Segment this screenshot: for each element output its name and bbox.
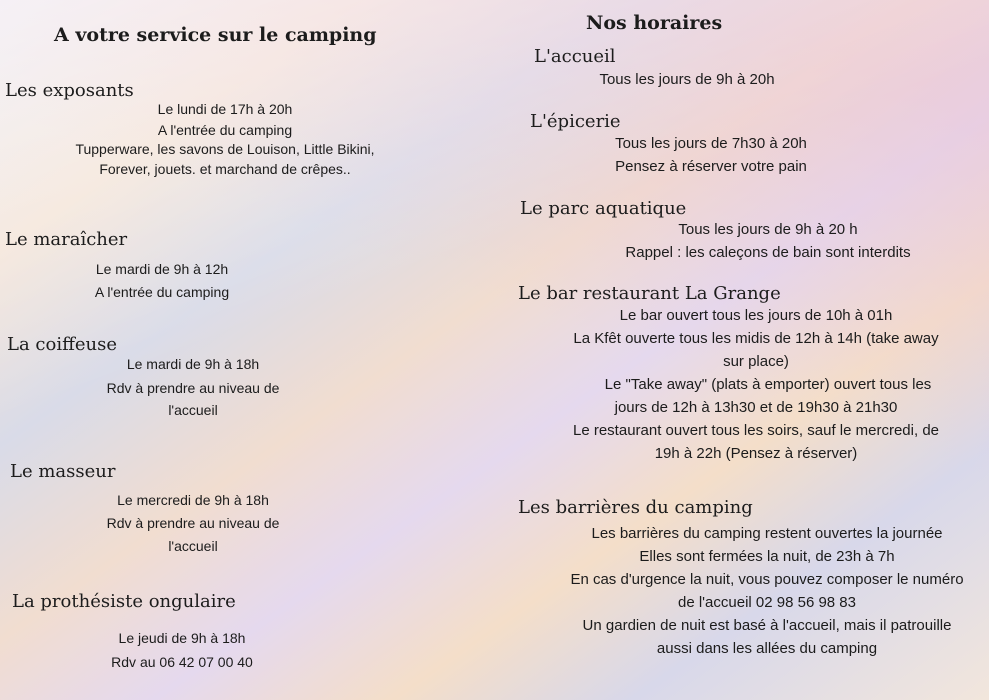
section-title: L'accueil bbox=[534, 46, 616, 67]
section-line: Le mardi de 9h à 18h bbox=[126, 356, 260, 372]
section-title: Le masseur bbox=[10, 461, 116, 482]
section-line: aussi dans les allées du camping bbox=[656, 640, 878, 657]
section-line: Le mardi de 9h à 12h bbox=[95, 261, 229, 277]
section-line: Rdv à prendre au niveau de bbox=[106, 380, 280, 396]
section-line: Le lundi de 17h à 20h bbox=[157, 101, 293, 117]
section-line: Forever, jouets. et marchand de crêpes.. bbox=[99, 161, 351, 177]
section-line: A l'entrée du camping bbox=[157, 122, 293, 138]
section-line: jours de 12h à 13h30 et de 19h30 à 21h30 bbox=[614, 399, 898, 416]
section-line: Tous les jours de 9h à 20h bbox=[599, 71, 775, 88]
section-title: L'épicerie bbox=[530, 111, 621, 132]
section-line: Tupperware, les savons de Louison, Little Bikini, bbox=[75, 141, 375, 157]
section-line: Tous les jours de 9h à 20 h bbox=[678, 221, 858, 238]
section-line: En cas d'urgence la nuit, vous pouvez composer le numéro bbox=[570, 571, 964, 588]
section-title: Le maraîcher bbox=[5, 229, 128, 250]
section-line: Elles sont fermées la nuit, de 23h à 7h bbox=[639, 548, 895, 565]
section-line: Le restaurant ouvert tous les soirs, sauf le mercredi, de bbox=[572, 422, 940, 439]
section-title: Les exposants bbox=[5, 80, 134, 101]
section-line: Le jeudi de 9h à 18h bbox=[118, 630, 246, 646]
section-line: Le "Take away" (plats à emporter) ouvert tous les bbox=[604, 376, 932, 393]
section-line: Le mercredi de 9h à 18h bbox=[117, 492, 269, 508]
section-line: Le bar ouvert tous les jours de 10h à 01h bbox=[619, 307, 893, 324]
section-line: l'accueil bbox=[168, 538, 218, 554]
section-line: Rappel : les caleçons de bain sont interdits bbox=[625, 244, 911, 261]
section-title: Le bar restaurant La Grange bbox=[518, 283, 781, 304]
section-title: La prothésiste ongulaire bbox=[12, 591, 236, 612]
section-line: Un gardien de nuit est basé à l'accueil, mais il patrouille bbox=[582, 617, 952, 634]
section-line: Les barrières du camping restent ouvertes la journée bbox=[591, 525, 943, 542]
section-title: La coiffeuse bbox=[7, 334, 118, 355]
section-line: A l'entrée du camping bbox=[94, 284, 230, 300]
section-line: Rdv au 06 42 07 00 40 bbox=[111, 654, 253, 670]
right-heading: Nos horaires bbox=[586, 12, 723, 34]
section-line: 19h à 22h (Pensez à réserver) bbox=[654, 445, 858, 462]
section-line: de l'accueil 02 98 56 98 83 bbox=[677, 594, 857, 611]
section-line: La Kfêt ouverte tous les midis de 12h à 14h (take away bbox=[573, 330, 939, 347]
section-title: Le parc aquatique bbox=[520, 198, 687, 219]
section-line: Rdv à prendre au niveau de bbox=[106, 515, 280, 531]
section-line: Tous les jours de 7h30 à 20h bbox=[615, 135, 807, 152]
section-line: l'accueil bbox=[168, 402, 218, 418]
left-heading: A votre service sur le camping bbox=[54, 24, 377, 46]
section-line: Pensez à réserver votre pain bbox=[615, 158, 807, 175]
section-line: sur place) bbox=[723, 353, 789, 370]
section-title: Les barrières du camping bbox=[518, 497, 753, 518]
